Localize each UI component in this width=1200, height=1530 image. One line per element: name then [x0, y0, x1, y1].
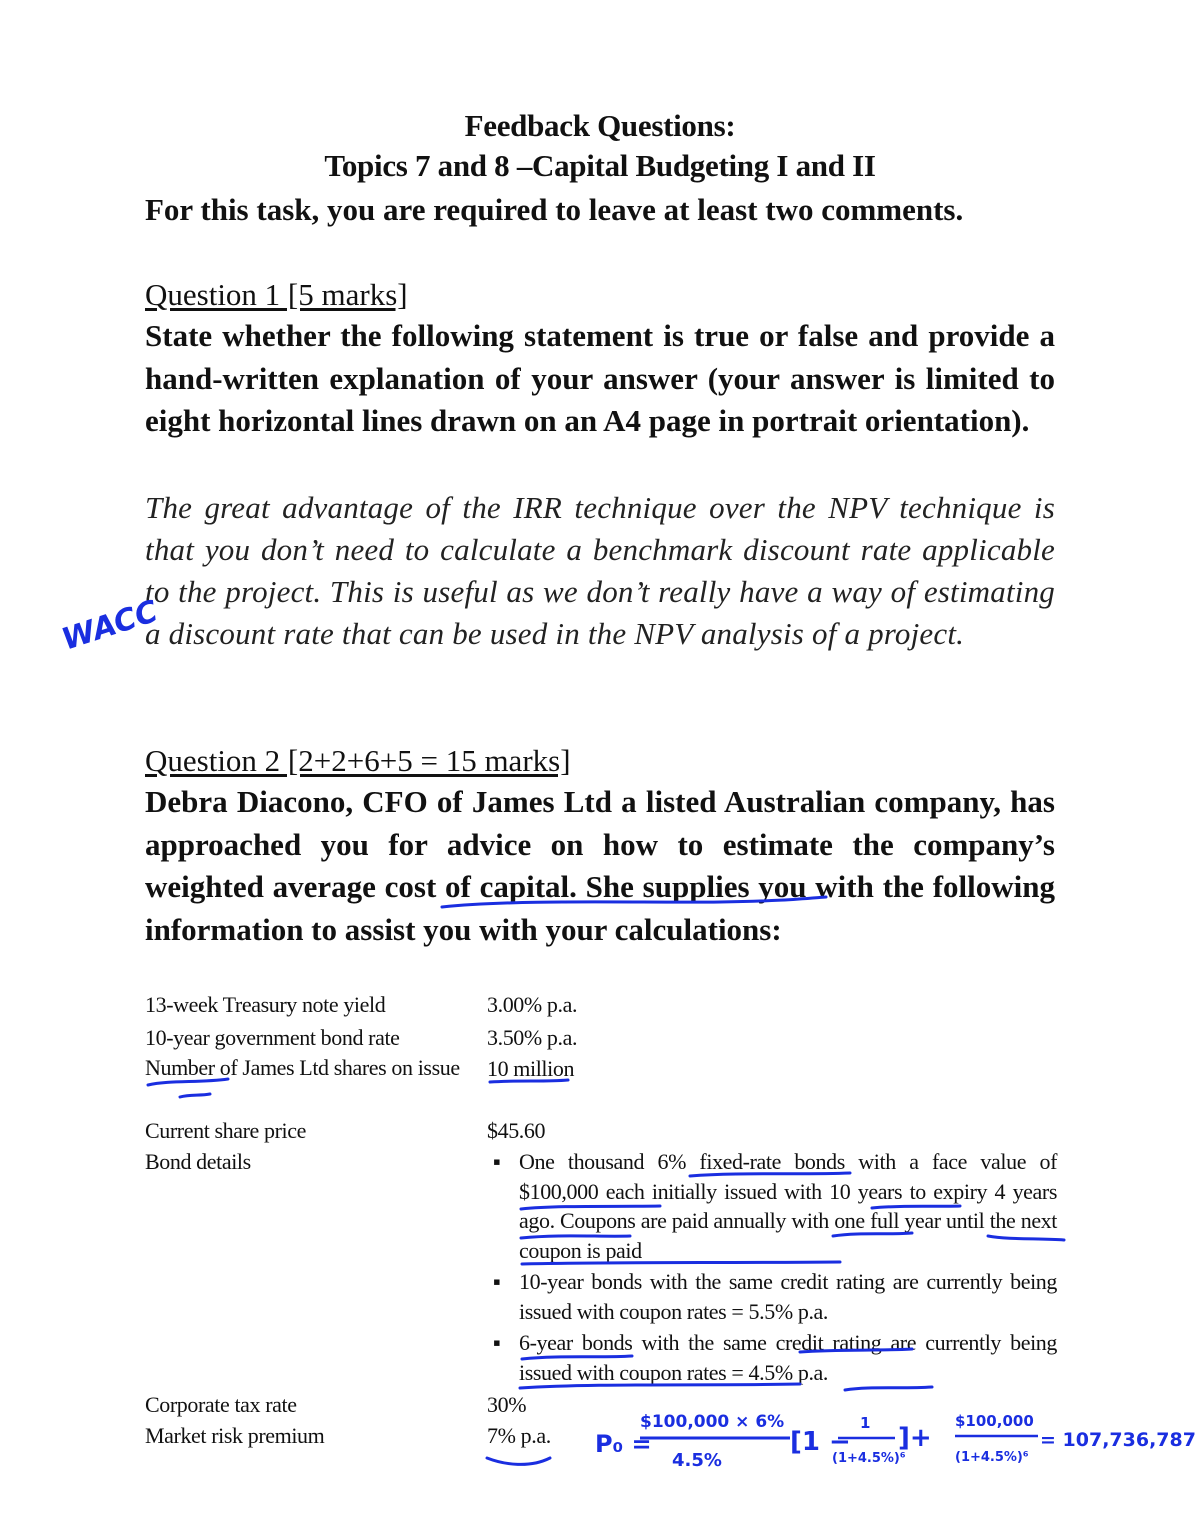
table-label: Number of James Ltd shares on issue — [145, 1055, 460, 1080]
formula-denominator: 4.5% — [672, 1450, 722, 1471]
formula-inner-denominator: (1+4.5%)⁶ — [832, 1451, 906, 1466]
question-2-intro: Debra Diacono, CFO of James Ltd a listed Australian company, has approached you for advice on how to estimate the company’s weighted average cost of capital. She supplies you with the following information to assist you with your calculations: — [145, 784, 1055, 947]
list-item — [487, 1267, 1057, 1326]
table-label: 10-year government bond rate — [145, 1025, 400, 1050]
table-label: Corporate tax rate — [145, 1392, 297, 1417]
question-1-heading: Question 1 [5 marks] — [145, 277, 408, 312]
page-title: Feedback Questions: — [464, 108, 736, 143]
margin-note: WACC — [57, 593, 163, 658]
formula-result: = 107,736,787 — [1040, 1429, 1196, 1451]
formula-inner-numerator: 1 — [860, 1414, 871, 1432]
table-value: 3.50% p.a. — [487, 1025, 578, 1050]
page-subtitle: Topics 7 and 8 –Capital Budgeting I and II — [324, 148, 876, 183]
formula-lead: P₀ = — [595, 1430, 652, 1458]
formula-numerator: $100,000 × 6% — [640, 1412, 785, 1432]
list-item — [487, 1328, 1057, 1387]
bullet-text: 10-year bonds with the same credit rating are currently being issued with coupon rates = 5.5% p.a. — [519, 1269, 1057, 1324]
bullet-icon: ▪ — [493, 1149, 501, 1174]
table-value: 3.00% p.a. — [487, 992, 578, 1017]
bond-price-formula — [595, 1412, 1196, 1471]
table-label: 13-week Treasury note yield — [145, 992, 386, 1017]
question-1-statement: The great advantage of the IRR technique over the NPV technique is that you don’t need to calculate a benchmark discount rate applicable to the project. This is useful as we don’t really have a way of estimating a discount rate that can be used in the NPV analysis of a project. — [145, 490, 1055, 651]
bullet-text: One thousand 6% fixed-rate bonds with a face value of $100,000 each initially issued with 10 years to expiry 4 years ago. Coupons are paid annually with one full year until the next coupon is paid — [519, 1149, 1057, 1263]
bullet-text: 6-year bonds with the same credit rating are currently being issued with coupon rates = 4.5% p.a. — [519, 1330, 1057, 1385]
formula-face-denominator: (1+4.5%)⁶ — [955, 1450, 1029, 1465]
table-value: $45.60 — [487, 1118, 546, 1143]
task-instruction: For this task, you are required to leave at least two comments. — [145, 192, 964, 227]
question-2-heading: Question 2 [2+2+6+5 = 15 marks] — [145, 743, 571, 778]
table-label: Bond details — [145, 1149, 251, 1174]
question-1-instruction: State whether the following statement is true or false and provide a hand-written explanation of your answer (your answer is limited to eight horizontal lines drawn on an A4 page in portrait orientation). — [145, 318, 1055, 438]
table-label: Current share price — [145, 1118, 306, 1143]
table-value: 30% — [487, 1392, 527, 1417]
formula-close-bracket: ]+ — [898, 1423, 932, 1453]
bullet-icon: ▪ — [493, 1330, 501, 1355]
list-item — [487, 1147, 1057, 1265]
table-label: Market risk premium — [145, 1423, 325, 1448]
bullet-icon: ▪ — [493, 1269, 501, 1294]
table-value: 10 million — [487, 1056, 575, 1081]
table-value: 7% p.a. — [487, 1423, 551, 1448]
formula-face-value: $100,000 — [955, 1412, 1034, 1430]
formula-bracket: [1 − — [790, 1427, 851, 1457]
bond-details-list — [487, 1147, 1057, 1387]
